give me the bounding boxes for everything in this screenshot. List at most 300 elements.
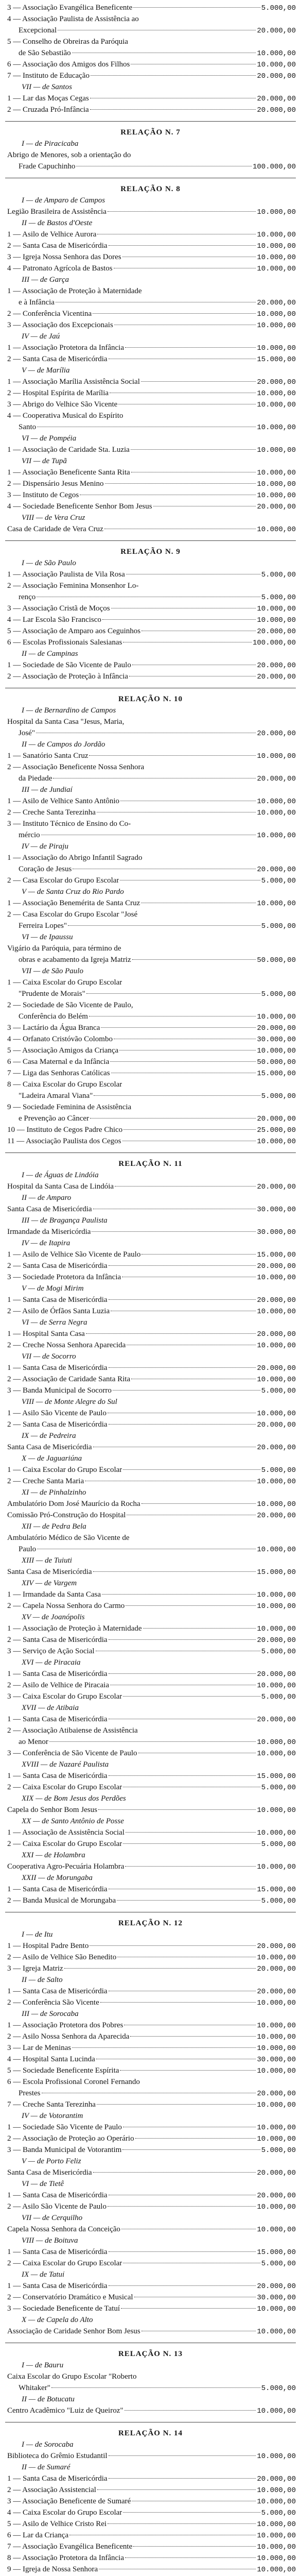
municipality-heading [5,841,296,852]
entry-text: 3 — Serviço de Ação Social [7,1647,95,1655]
amount: 10.000,00 [257,61,296,69]
amount: 20.000,00 [257,1965,296,1973]
section-divider [5,682,296,693]
municipality-heading [5,512,296,523]
municipality-heading [5,455,296,467]
municipality-heading [5,648,296,659]
entry-text: e à Infância [19,298,55,307]
entry-text: 5 — Conselho de Obreiras da Paróquia [7,38,128,46]
entry-line [5,716,296,727]
entry-line [5,523,296,535]
entry-line [5,489,296,501]
amount: 20.000,00 [257,1942,296,1951]
leader-dots [89,755,256,756]
entry-text: Centro Acadêmico "Luiz de Queiroz" [7,2406,123,2415]
entry-line [5,2167,296,2178]
entry-line [5,1510,296,1521]
municipality-heading [5,1702,296,1714]
leader-dots [102,1594,256,1595]
entry-text: 1 — Asilo de Velhice Santo Antônio [7,797,120,805]
municipality-heading [5,739,296,750]
leader-dots [109,1265,256,1266]
amount: 10.000,00 [257,1999,296,2007]
amount: 10.000,00 [257,616,296,624]
entry-text: 1 — Santa Casa de Misericórdia [7,1296,108,1304]
section-divider [5,1906,296,1918]
entry-text: Hospital da Santa Casa "Jesus, Maria, [7,718,125,726]
entry-line [5,1748,296,1759]
leader-dots [109,2478,256,2479]
municipality-name: I — de Águas de Lindóia [22,1171,99,1179]
entry-text: obras e acabamento da Igreja Matriz [19,956,131,964]
leader-dots [126,1605,256,1606]
entry-line [5,1045,296,1056]
leader-dots [123,1469,260,1470]
amount: 30.000,00 [257,1036,296,1044]
entry-text: 2 — Sociedade de São Vicente de Paulo, [7,1001,133,1009]
leader-dots [93,2172,256,2173]
leader-dots [125,1866,256,1867]
municipality-name: V — de Porto Feliz [22,2157,81,2165]
entry-continuation [5,297,296,308]
relation-heading-text: RELAÇÃO N. 9 [120,548,181,556]
amount: 20.000,00 [257,1330,296,1338]
municipality-heading [5,195,296,206]
amount: 10.000,00 [257,526,296,534]
entry-text: 2 — Asilo São Vicente de Paulo [7,2202,107,2211]
amount: 50.000,00 [257,956,296,964]
entry-line [5,2020,296,2031]
leader-dots [109,2455,256,2456]
amount: 10.000,00 [257,492,296,500]
entry-line [5,1374,296,1385]
municipality-name: VII — de Socorro [22,1352,76,1361]
amount: 30.000,00 [257,2056,296,2064]
entry-line [5,342,296,353]
entry-line [5,229,296,240]
entry-text: 2 — Banda Musical de Morungaba [7,1896,116,1905]
municipality-heading [5,931,296,943]
entry-continuation [5,2382,296,2394]
entry-line [5,478,296,489]
leader-dots [108,2523,256,2524]
municipality-name: XVII — de Atibaia [22,1704,79,1712]
entry-line [5,149,296,161]
municipality-heading [5,1759,296,1770]
entry-text: 1 — Sociedade São Vicente de Paulo [7,2123,122,2131]
entry-text: 6 — Casa Maternal e da Infância [7,1058,110,1066]
entry-line [5,285,296,297]
municipality-heading [5,138,296,149]
relation-heading [5,127,296,138]
entry-text: 2 — Santa Casa de Misericórdia [7,1420,108,1429]
entry-text: 1 — Santa Casa de Misericórdia [7,1885,108,1893]
amount: 5.000,00 [261,2384,296,2393]
entry-line [5,2473,296,2484]
amount: 15.000,00 [257,2248,296,2257]
leader-dots [109,1775,256,1776]
entry-text: 3 — Associação Evangélica Beneficente [7,4,133,12]
entry-line [5,1838,296,1850]
leader-dots [130,2036,256,2037]
municipality-heading [5,2394,296,2405]
entry-line [5,1067,296,1079]
leader-dots [109,1367,256,1368]
entry-line [5,1362,296,1374]
entry-line [5,1226,296,1238]
entry-text: 2 — Capela Nossa Senhora do Carmo [7,1602,125,1610]
entry-text: 1 — Associação de Proteção à Maternidade [7,1624,142,1633]
entry-text: 3 — Instituto de Cegos [7,491,79,499]
amount: 10.000,00 [257,480,296,488]
municipality-heading [5,2360,296,2371]
entry-text: 3 — Conferência de São Vicente de Paulo [7,1749,137,1757]
amount: 20.000,00 [257,378,296,386]
relation-heading-text: RELAÇÃO N. 11 [118,1160,183,1168]
entry-line [5,603,296,614]
amount: 5.000,00 [261,922,296,930]
entry-text: 7 — Liga das Senhoras Católicas [7,1069,110,1077]
amount: 5.000,00 [261,1387,296,1395]
entry-line [5,1181,296,1192]
entry-line [5,2371,296,2382]
leader-dots [141,1503,256,1504]
municipality-name: XXI — de Holambra [22,1851,85,1859]
entry-line [5,614,296,625]
municipality-heading [5,1487,296,1498]
entry-text: 1 — Santa Casa de Misericórdia [7,1772,108,1780]
entry-line [5,59,296,70]
amount: 20.000,00 [257,775,296,783]
entry-text: 1 — Hospital Padre Bento [7,1942,89,1950]
amount: 15.000,00 [257,355,296,364]
entry-text: 2 — Conservatório Dramático e Musical [7,2293,133,2301]
amount: 5.000,00 [261,877,296,885]
amount: 20.000,00 [257,106,296,114]
entry-text: 2 — Asilo Nossa Senhora da Aparecida [7,2032,130,2041]
entry-line [5,2201,296,2212]
municipality-name: IV — de Votorantim [22,2112,83,2120]
entry-text: Vigário da Paróquia, para término de [7,944,121,953]
entry-text: e Prevenção ao Câncer [19,1114,90,1123]
amount: 10.000,00 [257,1806,296,1815]
municipality-name: III — de Garça [22,276,69,284]
entry-line [5,1827,296,1838]
entry-continuation [5,1736,296,1748]
leader-dots [125,347,256,348]
leader-dots [93,1571,256,1572]
entry-text: Santo [19,423,37,431]
entry-text: 1 — Associação Protetora dos Pobres [7,2021,123,2029]
entry-line [5,2031,296,2042]
amount: 15.000,00 [257,1251,296,1259]
municipality-heading [5,2235,296,2246]
municipality-heading [5,1929,296,1940]
amount: 10.000,00 [257,2044,296,2053]
municipality-heading [5,1430,296,1442]
municipality-heading [5,1521,296,1532]
entry-text: Santa Casa de Misericórdia [7,1568,92,1576]
municipality-name: IV — de Piraju [22,842,68,851]
amount: 10.000,00 [257,49,296,58]
entry-line [5,1691,296,1702]
amount: 20.000,00 [257,1421,296,1429]
leader-dots [125,2557,256,2558]
municipality-name: XIV — de Vargem [22,1579,77,1587]
entry-text: 2 — Santa Casa de Misericórdia [7,242,108,250]
entry-line [5,2122,296,2133]
amount: 10.000,00 [257,1342,296,1350]
relation-heading-text: RELAÇÃO N. 7 [120,128,181,137]
amount: 10.000,00 [257,265,296,273]
municipality-name: VIII — de Boituva [22,2236,78,2245]
entry-text: 3 — Associação Beneficente de Sumaré [7,2497,131,2505]
entry-line [5,2042,296,2054]
entry-continuation [5,421,296,433]
entry-line [5,625,296,637]
amount: 30.000,00 [257,1228,296,1236]
entry-text: Abrigo de Menores, sob a orientação do [7,151,131,159]
municipality-name: VII — de Santos [22,83,72,91]
entry-text: 6 — Lar da Criança [7,2531,69,2539]
entry-text: Hospital da Santa Casa de Lindóia [7,1182,114,1191]
entry-line [5,1249,296,1260]
entry-text: Santa Casa de Misericórdia [7,1443,92,1451]
municipality-heading [5,2212,296,2224]
entry-text: Prestes [19,2089,41,2097]
entry-line [5,1589,296,1600]
leader-dots [122,2149,260,2150]
amount: 5.000,00 [261,1897,296,1905]
amount: 10.000,00 [257,344,296,352]
entry-text: 4 — Orfanato Cristóvão Colombo [7,1035,113,1043]
amount: 10.000,00 [257,1829,296,1837]
municipality-name: VIII — de Monte Alegre do Sul [22,1398,117,1406]
amount: 10.000,00 [257,2566,296,2574]
municipality-name: XX — de Santo Antônio de Posse [22,1817,124,1825]
relation-heading-text: RELAÇÃO N. 13 [118,2350,183,2358]
leader-dots [98,1809,256,1810]
entry-text: da Piedade [19,774,52,783]
relation-heading [5,546,296,557]
entry-text: Coração de Jesus [19,865,72,873]
entry-text: 4 — Sociedade Beneficente Senhor Bom Jesus [7,502,152,511]
municipality-heading [5,1215,296,1226]
municipality-heading [5,1816,296,1827]
municipality-name: XI — de Pinhalzinho [22,1488,86,1497]
municipality-heading [5,331,296,342]
entry-text: mércio [19,831,40,839]
municipality-heading [5,274,296,285]
amount: 20.000,00 [257,2192,296,2200]
entry-line [5,2258,296,2269]
entry-text: 2 — Associação Atibaiense de Assistência [7,1726,138,1735]
entry-line [5,1725,296,1736]
entry-text: José" [19,729,35,737]
municipality-name: XXII — de Morungaba [22,1874,93,1882]
entry-line [5,2224,296,2235]
amount: 20.000,00 [257,1988,296,1996]
entry-text: 7 — Instituto de Educação [7,72,90,80]
entry-line [5,943,296,954]
amount: 15.000,00 [257,1772,296,1781]
municipality-heading [5,1351,296,1362]
entry-line [5,2065,296,2076]
entry-line [5,637,296,648]
entry-line [5,2541,296,2552]
amount: 10.000,00 [257,1410,296,1418]
leader-dots [86,993,260,994]
municipality-heading [5,2178,296,2190]
amount: 10.000,00 [257,1274,296,1282]
municipality-name: XVI — de Piracaia [22,1658,81,1667]
municipality-name: I — de Sorocaba [22,2441,74,2449]
entry-line [5,1634,296,1646]
entry-line [5,1385,296,1396]
entry-line [5,387,296,399]
municipality-name: IX — de Pedreira [22,1432,76,1440]
leader-dots [97,2489,256,2490]
entry-text: Ambulatório Dom José Maurício da Rocha [7,1500,140,1508]
amount: 10.000,00 [257,1602,296,1611]
relation-heading [5,2348,296,2360]
amount: 10.000,00 [257,1546,296,1554]
entry-text: 2 — Associação de Proteção à Infância [7,672,128,681]
entry-line [5,2246,296,2258]
amount: 20.000,00 [257,1115,296,1123]
leader-dots [86,1333,256,1334]
entry-line [5,2450,296,2462]
entry-line [5,897,296,909]
entry-text: 1 — Caixa Escolar do Grupo Escolar [7,1466,122,1474]
leader-dots [97,2104,256,2105]
entry-text: 2 — Associação Assistencial [7,2486,96,2494]
amount: 30.000,00 [257,2294,296,2302]
entry-continuation [5,863,296,875]
entry-text: 2 — Creche Nossa Senhora Aparecida [7,1341,126,1349]
amount: 10.000,00 [257,1625,296,1633]
entry-text: 2 — Santa Casa de Misericórdia [7,1262,108,1270]
entry-text: 1 — Santa Casa de Misericórdia [7,2248,108,2256]
section-divider [5,2416,296,2428]
amount: 10.000,00 [257,469,296,477]
entry-text: Capela Nossa Senhora da Conceição [7,2225,120,2233]
entry-text: "Ladeira Amaral Viana" [19,1092,93,1100]
amount: 100.000,00 [252,639,296,647]
municipality-name: V — de Mogi Mirim [22,1284,84,1293]
entry-continuation [5,1113,296,1124]
relation-heading [5,693,296,705]
entry-text: 6 — Escolas Profissionais Salesianas [7,638,122,647]
municipality-name: I — de Amparo de Campos [22,196,105,205]
entry-text: 9 — Igreja de Nossa Senhora [7,2565,98,2573]
amount: 20.000,00 [257,2475,296,2483]
leader-dots [49,1741,256,1742]
amount: 5.000,00 [261,1092,296,1100]
leader-dots [101,1027,256,1028]
entry-text: 1 — Irmandade da Santa Casa [7,1590,101,1599]
municipality-name: V — de Santa Cruz do Rio Pardo [22,888,124,896]
entry-text: 3 — Caixa Escolar do Grupo Escolar [7,1692,122,1701]
entry-text: 4 — Cooperativa Musical do Espírito [7,412,123,420]
amount: 10.000,00 [257,1738,296,1747]
entry-text: 1 — Santa Casa de Misericórdia [7,1670,108,1678]
entry-text: 6 — Associação dos Amigos dos Filhos [7,60,130,69]
entry-text: 1 — Santa Casa de Misericórdia [7,1364,108,1372]
municipality-name: XII — de Pedra Bela [22,1522,86,1531]
appropriation-listing [5,2,296,2576]
municipality-heading [5,2462,296,2473]
section-divider [5,1147,296,1158]
amount: 20.000,00 [257,730,296,738]
entry-text: 3 — Igreja Matriz [7,1964,63,1973]
entry-text: 3 — Igreja Nossa Senhora das Dores [7,253,121,261]
entry-continuation [5,47,296,59]
leader-dots [143,1628,256,1629]
entry-line [5,2564,296,2575]
entry-text: Comissão Pró-Construção do Hospital [7,1511,126,1519]
amount: 20.000,00 [257,503,296,511]
entry-text: Whitaker" [19,2384,50,2392]
entry-continuation [5,773,296,784]
entry-text: Santa Casa de Misericórdia [7,2168,92,2177]
relation-heading-text: RELAÇÃO N. 8 [120,185,181,193]
municipality-heading [5,2314,296,2326]
municipality-name: VI — de Tietê [22,2180,64,2188]
entry-line [5,977,296,988]
amount: 10.000,00 [257,1500,296,1509]
relation-heading-text: RELAÇÃO N. 14 [118,2429,183,2437]
entry-text: 2 — Creche Santa Terezinha [7,808,96,817]
entry-text: "Prudente de Morais" [19,990,85,998]
entry-text: Legião Brasileira de Assistência [7,208,107,216]
entry-text: 10 — Instituto de Cegos Padre Chico [7,1126,123,1134]
section-divider [5,172,296,183]
entry-continuation [5,988,296,999]
municipality-name: V — de Marília [22,366,70,375]
entry-line [5,1680,296,1691]
entry-line [5,761,296,773]
leader-dots [123,1843,260,1844]
amount: 10.000,00 [257,1047,296,1055]
leader-dots [123,1129,256,1130]
entry-text: 11 — Associação Paulista dos Cegos [7,1137,121,1145]
amount: 20.000,00 [257,299,296,307]
entry-text: Irmandade da Misericórdia [7,1228,91,1236]
entry-line [5,1952,296,1963]
leader-dots [131,449,256,450]
leader-dots [72,2047,256,2048]
amount: 15.000,00 [257,1886,296,1894]
entry-line [5,1884,296,1895]
amount: 10.000,00 [257,2226,296,2234]
municipality-name: III — de Sorocaba [22,2010,79,2018]
entry-line [5,1646,296,1657]
amount: 10.000,00 [257,1954,296,1962]
municipality-name: III — de Bragança Paulista [22,1216,108,1225]
entry-line [5,1770,296,1782]
leader-dots [68,925,260,926]
entry-text: Santa Casa de Misericórdia [7,1205,92,1213]
amount: 5.000,00 [261,594,296,602]
entry-text: 2 — Conferência São Vicente [7,1998,99,2007]
entry-text: 2 — Caixa Escolar do Grupo Escolar [7,2259,122,2267]
amount: 100.000,00 [252,163,296,171]
entry-line [5,13,296,25]
entry-line [5,1782,296,1793]
entry-continuation [5,2088,296,2099]
entry-text: Excepcional [19,26,57,35]
